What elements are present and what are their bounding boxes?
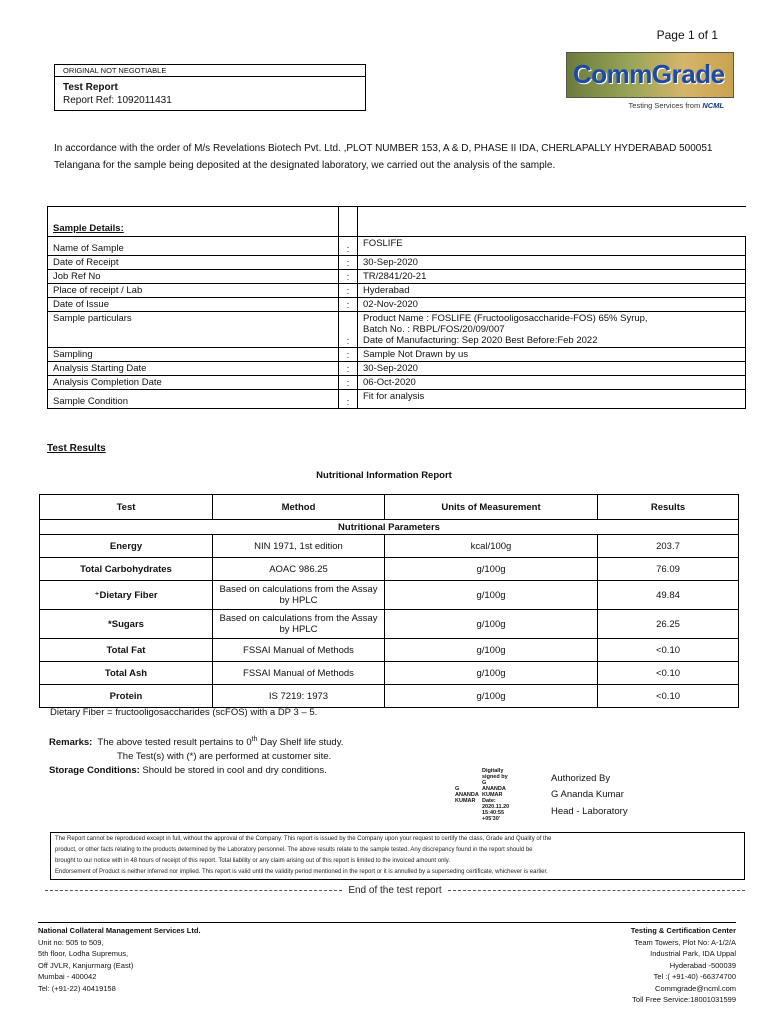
- disclaimer-line: brought to our notice with in 48 hours of receipt of this report. Total liability or any claim arising out of this report is limited to the invoiced amount only.: [55, 858, 450, 864]
- sample-row-value: FOSLIFE: [358, 237, 746, 256]
- results-cell-test: *Sugars: [40, 610, 213, 639]
- storage-text: Should be stored in cool and dry conditions.: [142, 765, 327, 777]
- nutritional-report-heading: Nutritional Information Report: [316, 470, 452, 481]
- disclaimer-line: Endorsement of Product is neither inferred nor implied. This report is valid until the validity period mentioned in the report or it is annulled by a superseding certificate, whichever is earlier.: [55, 869, 548, 875]
- sample-row: Job Ref No : TR/2841/20-21: [48, 270, 746, 284]
- original-not-negotiable: ORIGINAL NOT NEGOTIABLE: [55, 65, 365, 77]
- footer-left-line: National Collateral Management Services Ltd.: [38, 926, 201, 935]
- results-cell-unit: g/100g: [385, 610, 598, 639]
- results-cell-test: ⁺Dietary Fiber: [40, 581, 213, 610]
- results-cell-result: 49.84: [598, 581, 739, 610]
- sample-details-table: [47, 206, 746, 409]
- storage-label: Storage Conditions:: [49, 765, 140, 777]
- results-cell-unit: kcal/100g: [385, 535, 598, 558]
- sample-row-label: Date of Issue: [48, 298, 339, 312]
- footer-left-line: Unit no: 505 to 509,: [38, 937, 104, 947]
- sample-row: Sample particulars : Product Name : FOSLIFE (Fructooligosaccharide-FOS) 65% Syrup, Batch No. : RBPL/FOS/20/09/007 Date of Manufacturing: Sep 2020 Best Before:Feb 2022: [48, 312, 746, 348]
- sample-row-label: Name of Sample: [48, 237, 339, 256]
- report-title: Test Report: [63, 82, 118, 93]
- sample-row-value: 30-Sep-2020: [358, 362, 746, 376]
- footer-right-line: Industrial Park, IDA Uppal: [650, 949, 736, 958]
- results-cell-method: IS 7219: 1973: [213, 685, 385, 708]
- results-cell-method: FSSAI Manual of Methods: [213, 662, 385, 685]
- results-row: [40, 685, 739, 708]
- end-of-report: End of the test report: [45, 885, 745, 896]
- sample-row-label: Sample Condition: [48, 390, 339, 409]
- logo-tagline: Testing Services from NCML: [628, 101, 724, 110]
- results-row: [40, 581, 739, 610]
- footer-left-line: Tel: (+91-22) 40419158: [38, 983, 116, 993]
- sample-row: Sampling : Sample Not Drawn by us: [48, 348, 746, 362]
- footer-left-line: 5th floor, Lodha Supremus,: [38, 949, 129, 958]
- results-cell-test: Total Ash: [40, 662, 213, 685]
- page-number: Page 1 of 1: [656, 28, 718, 42]
- results-cell-method: Based on calculations from the Assay by HPLC: [213, 581, 385, 610]
- sample-row-label: Sample particulars: [48, 312, 339, 348]
- results-cell-result: 76.09: [598, 558, 739, 581]
- footer-right-address: [631, 925, 736, 1006]
- results-cell-test: Total Fat: [40, 639, 213, 662]
- results-cell-test: Protein: [40, 685, 213, 708]
- footer-right-line: Hyderabad -500039: [669, 960, 736, 970]
- results-cell-result: 203.7: [598, 535, 739, 558]
- authorized-by: Authorized By: [551, 773, 611, 784]
- sample-row-label: Analysis Completion Date: [48, 376, 339, 390]
- group-label: Nutritional Parameters: [40, 520, 739, 535]
- results-cell-unit: g/100g: [385, 581, 598, 610]
- results-cell-unit: g/100g: [385, 639, 598, 662]
- sample-row-value: Product Name : FOSLIFE (Fructooligosaccharide-FOS) 65% Syrup, Batch No. : RBPL/FOS/20/09/007 Date of Manufacturing: Sep 2020 Best Before:Feb 2022: [358, 312, 746, 348]
- results-cell-method: FSSAI Manual of Methods: [213, 639, 385, 662]
- results-cell-unit: g/100g: [385, 662, 598, 685]
- remarks-line2: The Test(s) with (*) are performed at customer site.: [117, 751, 332, 763]
- footer-left-address: [38, 925, 201, 994]
- results-cell-unit: g/100g: [385, 685, 598, 708]
- col-results: Results: [598, 495, 739, 520]
- sample-row-value: 06-Oct-2020: [358, 376, 746, 390]
- results-cell-test: Total Carbohydrates: [40, 558, 213, 581]
- sample-row: Sample Condition : Fit for analysis: [48, 390, 746, 409]
- footer-left-line: Mumbai - 400042: [38, 972, 97, 981]
- sample-row: Date of Receipt : 30-Sep-2020: [48, 256, 746, 270]
- sample-row-label: Analysis Starting Date: [48, 362, 339, 376]
- footer-right-line: Tel :( +91-40) -66374700: [653, 972, 736, 981]
- sample-row: Analysis Completion Date : 06-Oct-2020: [48, 376, 746, 390]
- sample-row: Name of Sample : FOSLIFE: [48, 237, 746, 256]
- results-row: [40, 639, 739, 662]
- results-cell-result: <0.10: [598, 685, 739, 708]
- disclaimer-box: [50, 832, 745, 880]
- results-cell-method: AOAC 986.25: [213, 558, 385, 581]
- footer-left-line: Off JVLR, Kanjurmarg (East): [38, 960, 134, 970]
- logo-brand: CommGrade: [573, 59, 725, 89]
- results-cell-test: Energy: [40, 535, 213, 558]
- results-cell-result: 26.25: [598, 610, 739, 639]
- results-cell-unit: g/100g: [385, 558, 598, 581]
- report-ref-value: 1092011431: [116, 95, 172, 106]
- remarks-block: Remarks: The above tested result pertains to 0th Day Shelf life study. The Test(s) with (*) are performed at customer site. Storage Conditions: Should be stored in cool and dry conditions.: [49, 736, 344, 777]
- test-results-heading: Test Results: [47, 443, 106, 454]
- sample-details-heading: Sample Details:: [48, 207, 339, 237]
- results-cell-result: <0.10: [598, 662, 739, 685]
- sample-row-label: Date of Receipt: [48, 256, 339, 270]
- sample-row: Date of Issue : 02-Nov-2020: [48, 298, 746, 312]
- sample-row: Place of receipt / Lab : Hyderabad: [48, 284, 746, 298]
- commgrade-logo: [566, 52, 736, 120]
- footer-right-line: Toll Free Service:18001031599: [632, 995, 736, 1004]
- disclaimer-line: product, or other facts relating to the products determined by the Laboratory personnel. The above results relate to the sample tested. Any discrepancy found in the report should be: [55, 847, 533, 853]
- results-cell-method: NIN 1971, 1st edition: [213, 535, 385, 558]
- signature-block: [455, 768, 745, 828]
- sample-row: Analysis Starting Date : 30-Sep-2020: [48, 362, 746, 376]
- results-cell-method: Based on calculations from the Assay by HPLC: [213, 610, 385, 639]
- col-test: Test: [40, 495, 213, 520]
- col-units: Units of Measurement: [385, 495, 598, 520]
- remarks-label: Remarks:: [49, 737, 93, 749]
- sample-row-value: 30-Sep-2020: [358, 256, 746, 270]
- digital-signature-name: G ANANDA KUMAR: [455, 786, 479, 804]
- footer-divider: [38, 922, 736, 923]
- results-row: [40, 535, 739, 558]
- results-row: [40, 558, 739, 581]
- digital-signature-detail: Digitally signed by G ANANDA KUMAR Date: 2020.11.20 15:40:55 +05'30': [482, 768, 510, 822]
- col-method: Method: [213, 495, 385, 520]
- dietary-fiber-footnote: Dietary Fiber = fructooligosaccharides (scFOS) with a DP 3 – 5.: [50, 707, 318, 718]
- signatory-title: Head - Laboratory: [551, 806, 628, 817]
- footer-right-line: Commgrade@ncml.com: [655, 983, 736, 993]
- sample-row-value: 02-Nov-2020: [358, 298, 746, 312]
- sample-row-value: Sample Not Drawn by us: [358, 348, 746, 362]
- results-row: [40, 610, 739, 639]
- sample-row-value: Hyderabad: [358, 284, 746, 298]
- results-cell-result: <0.10: [598, 639, 739, 662]
- results-table: [39, 494, 739, 708]
- report-ref-box: [54, 64, 366, 111]
- report-ref: Report Ref: 1092011431: [63, 95, 172, 106]
- sample-row-label: Job Ref No: [48, 270, 339, 284]
- results-row: [40, 662, 739, 685]
- sample-row-value: Fit for analysis: [358, 390, 746, 409]
- signatory-name: G Ananda Kumar: [551, 789, 624, 800]
- footer-right-line: Team Towers, Plot No: A-1/2/A: [634, 937, 736, 947]
- sample-row-label: Place of receipt / Lab: [48, 284, 339, 298]
- footer-right-line: Testing & Certification Center: [630, 926, 736, 935]
- intro-paragraph: In accordance with the order of M/s Revelations Biotech Pvt. Ltd. ,PLOT NUMBER 153, A & D, PHASE II IDA, CHERLAPALLY HYDERABAD 500051 Telangana for the sample being deposited at the designated laboratory, we carried out the analysis of the sample.: [54, 143, 713, 171]
- sample-row-label: Sampling: [48, 348, 339, 362]
- disclaimer-line: The Report cannot be reproduced except in full, without the approval of the Company. This report is issued by the Company upon your request to certify the class, Grade and Quality of the: [55, 836, 552, 842]
- sample-row-value: TR/2841/20-21: [358, 270, 746, 284]
